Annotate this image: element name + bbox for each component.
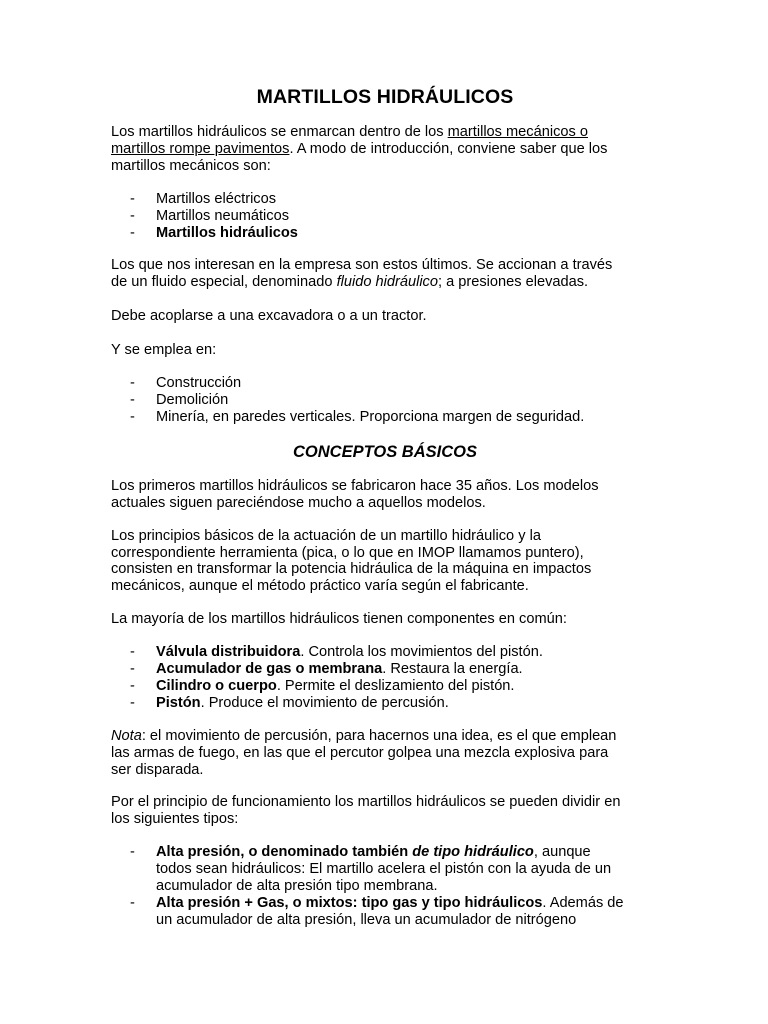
- interest-line: de un fluido especial, denominado: [111, 274, 337, 291]
- principles-paragraph: [111, 528, 671, 596]
- note-line: : el movimiento de percusión, para hacernos una idea, es el que emplean: [141, 727, 617, 744]
- dash-marker: -: [130, 844, 135, 861]
- dash-marker: -: [130, 661, 135, 678]
- list-item-text: Minería, en paredes verticales. Proporciona margen de seguridad.: [156, 408, 585, 425]
- type-desc: todos sean hidráulicos: El martillo acelera el pistón con la ayuda de un: [156, 861, 612, 878]
- interest-line-end: ; a presiones elevadas.: [437, 274, 589, 291]
- list-item-text: Martillos neumáticos: [156, 207, 290, 224]
- type-desc: un acumulador de alta presión, lleva un acumulador de nitrógeno: [156, 911, 577, 928]
- list-item-text: Martillos eléctricos: [156, 190, 277, 207]
- list-item: [111, 678, 671, 695]
- note-line: las armas de fuego, en las que el percutor golpea una mezcla explosiva para: [111, 744, 609, 761]
- classification-line: los siguientes tipos:: [111, 811, 239, 828]
- component-name: Válvula distribuidora: [156, 644, 301, 661]
- list-item: [111, 661, 671, 678]
- document-title: MARTILLOS HIDRÁULICOS: [256, 86, 514, 108]
- list-item: [111, 375, 671, 392]
- intro-text: Los martillos hidráulicos se enmarcan dentro de los: [111, 124, 448, 140]
- hammer-kinds-list: [111, 191, 671, 242]
- dash-marker: -: [130, 375, 135, 392]
- dash-marker: -: [130, 677, 135, 694]
- list-item: [111, 409, 671, 426]
- link-martillos-rompe-pavimentos[interactable]: martillos rompe pavimentos: [111, 140, 290, 157]
- list-item: [111, 644, 671, 661]
- classification-line: Por el principio de funcionamiento los martillos hidráulicos se pueden dividir en: [111, 794, 621, 811]
- used-in-paragraph: Y se emplea en:: [111, 342, 217, 359]
- link-martillos-mecanicos[interactable]: martillos mecánicos o: [447, 124, 588, 140]
- note-paragraph: [111, 728, 671, 779]
- component-desc: . Restaura la energía.: [382, 661, 523, 678]
- interest-line: Los que nos interesan en la empresa son estos últimos. Se accionan a través: [111, 257, 613, 274]
- dash-marker: -: [130, 207, 135, 224]
- history-line: Los primeros martillos hidráulicos se fabricaron hace 35 años. Los modelos: [111, 477, 599, 494]
- list-item: [111, 695, 671, 712]
- list-item-text: Martillos hidráulicos: [156, 224, 298, 241]
- type-desc: , aunque: [533, 844, 591, 861]
- dash-marker: -: [130, 190, 135, 207]
- history-paragraph: [111, 478, 671, 512]
- uses-list: [111, 375, 671, 426]
- components-intro: La mayoría de los martillos hidráulicos tienen componentes en común:: [111, 611, 567, 628]
- component-desc: . Permite el deslizamiento del pistón.: [276, 677, 515, 694]
- components-list: [111, 644, 671, 712]
- component-name: Acumulador de gas o membrana: [156, 661, 383, 678]
- dash-marker: -: [130, 895, 135, 911]
- list-item: [111, 208, 671, 225]
- component-desc: . Produce el movimiento de percusión.: [200, 694, 449, 711]
- note-label: Nota: [111, 727, 142, 744]
- dash-marker: -: [130, 391, 135, 408]
- history-line: actuales siguen pareciéndose mucho a aquellos modelos.: [111, 494, 486, 511]
- section-title-conceptos: CONCEPTOS BÁSICOS: [293, 442, 477, 461]
- note-line: ser disparada.: [111, 761, 204, 778]
- dash-marker: -: [130, 224, 135, 241]
- dash-marker: -: [130, 408, 135, 425]
- principles-line: correspondiente herramienta (pica, o lo que en IMOP llamamos puntero),: [111, 544, 584, 561]
- dash-marker: -: [130, 644, 135, 661]
- intro-paragraph: [111, 124, 671, 175]
- type-name-italic: de tipo hidráulico: [412, 844, 534, 861]
- list-item-text: Construcción: [156, 375, 242, 392]
- intro-text-cont: . A modo de introducción, conviene saber que los: [289, 140, 608, 157]
- document-page: [111, 86, 671, 929]
- type-name: Alta presión, o denominado también: [156, 844, 413, 861]
- intro-text-end: martillos mecánicos son:: [111, 157, 271, 174]
- type-desc: . Además de: [542, 895, 624, 911]
- principles-line: Los principios básicos de la actuación de un martillo hidráulico y la: [111, 527, 541, 544]
- list-item: [111, 844, 671, 895]
- principles-line: consisten en transformar la potencia hidráulica de la máquina en impactos: [111, 561, 592, 578]
- dash-marker: -: [130, 694, 135, 711]
- principles-line: mecánicos, aunque el método práctico varía según el fabricante.: [111, 578, 529, 595]
- component-name: Pistón: [156, 694, 201, 711]
- attach-paragraph: Debe acoplarse a una excavadora o a un tractor.: [111, 308, 427, 325]
- type-desc: acumulador de alta presión tipo membrana.: [156, 878, 438, 895]
- list-item: [111, 225, 671, 242]
- type-name: Alta presión + Gas, o mixtos: tipo gas y tipo hidráulicos: [156, 895, 543, 911]
- list-item-text: Demolición: [156, 391, 229, 408]
- fluido-hidraulico-term: fluido hidráulico: [336, 274, 438, 291]
- component-name: Cilindro o cuerpo: [156, 677, 277, 694]
- list-item: [111, 392, 671, 409]
- classification-paragraph: [111, 794, 671, 828]
- component-desc: . Controla los movimientos del pistón.: [300, 644, 543, 661]
- hammer-types-list: [111, 844, 671, 929]
- list-item: [111, 895, 671, 929]
- list-item: [111, 191, 671, 208]
- interest-paragraph: [111, 257, 671, 291]
